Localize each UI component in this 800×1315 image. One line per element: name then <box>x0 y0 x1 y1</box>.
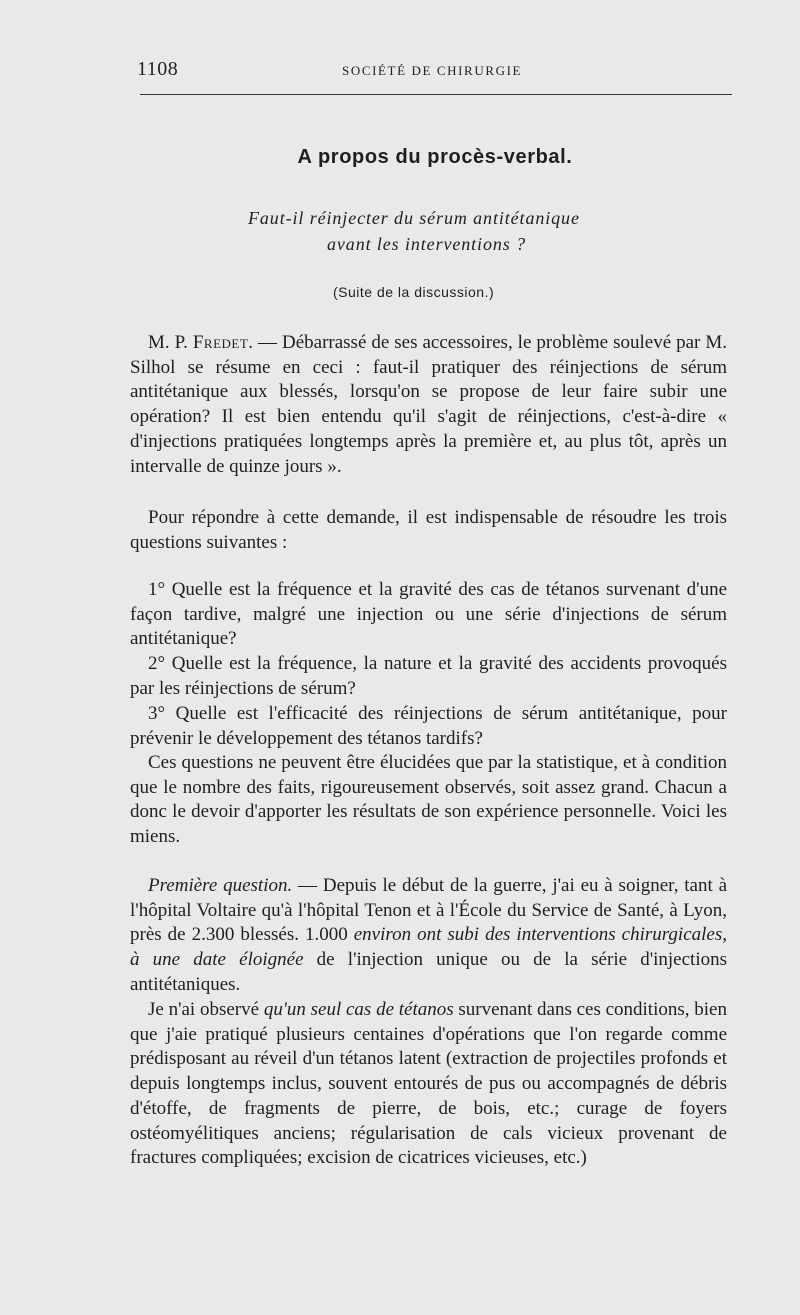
article-subtitle-line2: avant les interventions ? <box>327 234 526 254</box>
paragraph-italic: environ ont subi des interventions chirurgicales, à une date éloignée <box>130 924 727 971</box>
speaker-prefix: M. P. <box>148 332 193 353</box>
question-3 <box>130 702 727 751</box>
paragraph-text: Pour répondre à cette demande, il est indispensable de résoudre les trois questions suivantes : <box>130 507 727 553</box>
speaker-name: Fredet <box>192 332 249 353</box>
continuation-note: (Suite de la discussion.) <box>333 284 495 300</box>
question-2 <box>130 652 727 701</box>
paragraph-fredet-intro <box>130 331 727 479</box>
paragraph-text: Je n'ai observé <box>148 999 264 1020</box>
paragraph-text: survenant dans ces conditions, bien que j'aie pratiqué plusieurs centaines d'opérations que l'on regarde comme prédisposant au réveil d'un tétanos latent (extraction de projectiles profonds et depuis longtemps inclus, souvent entourés de pus ou accompagnés de débris d'étoffe, de fragments de pierre, de bois, etc.; curage de foyers ostéomyélitiques anciens; régularisation de cals vicieux provenant de fractures compliquées; excision de cicatrices vicieuses, etc.) <box>130 999 727 1169</box>
paragraph-text: — Depuis le début de la guerre, j'ai eu à soigner, tant à l'hôpital Voltaire qu'à l'hôpital Tenon et à l'École du Service de Santé, à Lyon, près de 2.300 blessés. 1.000 <box>130 875 728 946</box>
running-head <box>0 58 800 82</box>
paragraph-text: de l'injection unique ou de la série d'injections antitétaniques. <box>130 949 727 995</box>
paragraph-three-questions <box>130 506 727 555</box>
paragraph-first-question <box>130 874 727 998</box>
paragraph-statistics <box>130 751 727 850</box>
page-number: 1108 <box>137 58 179 80</box>
paragraph-single-case <box>130 998 727 1171</box>
paragraph-italic: qu'un seul cas de tétanos <box>263 999 454 1020</box>
paragraph-text: . — Débarrassé de ses accessoires, le problème soulevé par M. Silhol se résume en ceci : faut-il pratiquer des réinjections de sérum antitétanique aux blessés, lorsqu'on se propose de leur faire subir une opération? Il est bien entendu qu'il s'agit de réinjections, c'est-à-dire « d'injections pratiquées longtemps après la première et, au plus tôt, après un intervalle de quinze jours ». <box>130 332 727 477</box>
question-1 <box>130 578 727 652</box>
question-text: 3° Quelle est l'efficacité des réinjections de sérum antitétanique, pour prévenir le développement des tétanos tardifs? <box>130 703 727 749</box>
header-divider <box>140 94 732 95</box>
question-text: 1° Quelle est la fréquence et la gravité des cas de tétanos survenant d'une façon tardive, malgré une injection ou une série d'injections de sérum antitétanique? <box>130 579 727 650</box>
section-label: Première question. <box>148 875 293 896</box>
paragraph-text: Ces questions ne peuvent être élucidées que par la statistique, et à condition que le nombre des faits, rigoureusement observés, soit assez grand. Chacun a donc le devoir d'apporter les résultats de son expérience personnelle. Voici les miens. <box>130 752 727 848</box>
article-subtitle-line1: Faut-il réinjecter du sérum antitétanique <box>248 208 580 228</box>
journal-title: SOCIÉTÉ DE CHIRURGIE <box>342 63 523 78</box>
article-title: A propos du procès-verbal. <box>297 146 573 168</box>
question-text: 2° Quelle est la fréquence, la nature et la gravité des accidents provoqués par les réinjections de sérum? <box>130 653 727 699</box>
